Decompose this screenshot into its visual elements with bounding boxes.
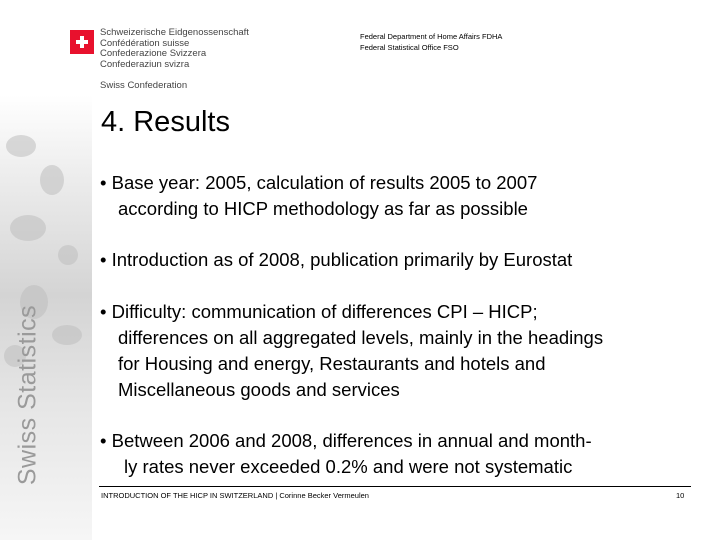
bullet-difficulty: [100, 299, 700, 403]
bullet-line: differences on all aggregated levels, mainly in the headings: [118, 327, 604, 348]
confederation-line: Schweizerische Eidgenossenschaft: [100, 27, 249, 38]
office-name: Federal Statistical Office FSO: [360, 43, 459, 52]
bullet-line: • Difficulty: communication of differences CPI – HICP;: [100, 301, 538, 322]
swiss-flag-icon: [70, 30, 94, 54]
bullet-line: for Housing and energy, Restaurants and hotels and: [118, 353, 546, 374]
department-name: Federal Department of Home Affairs FDHA: [360, 32, 503, 41]
bullet-line: • Base year: 2005, calculation of results 2005 to 2007: [100, 172, 538, 193]
footer-text: INTRODUCTION OF THE HICP IN SWITZERLAND | Corinne Becker Vermeulen: [101, 491, 369, 500]
confederation-line: Confederaziun svizra: [100, 58, 190, 70]
bullet-introduction: [100, 247, 700, 273]
bullet-line: according to HICP methodology as far as possible: [118, 198, 528, 219]
bullet-line: • Between 2006 and 2008, differences in annual and month-: [100, 430, 592, 451]
swiss-confederation-label: Swiss Confederation: [100, 80, 188, 91]
confederation-logo: [70, 28, 270, 94]
slide-title: 4. Results: [101, 106, 230, 138]
bullet-base-year: [100, 170, 700, 222]
bullet-differences: [100, 428, 700, 480]
side-label-swiss-statistics: [8, 300, 48, 490]
confederation-line: Confédération suisse: [100, 37, 190, 49]
department-header: [360, 31, 502, 53]
page-number: 10: [676, 491, 685, 500]
footer-divider: [99, 486, 691, 487]
confederation-names: [100, 28, 249, 70]
bullet-line: • Introduction as of 2008, publication primarily by Eurostat: [100, 249, 573, 270]
confederation-line: Confederazione Svizzera: [100, 48, 207, 59]
bullet-line: Miscellaneous goods and services: [118, 379, 400, 400]
side-label-text: Swiss Statistics: [13, 304, 42, 486]
bullet-line: ly rates never exceeded 0.2% and were not systematic: [124, 456, 573, 477]
